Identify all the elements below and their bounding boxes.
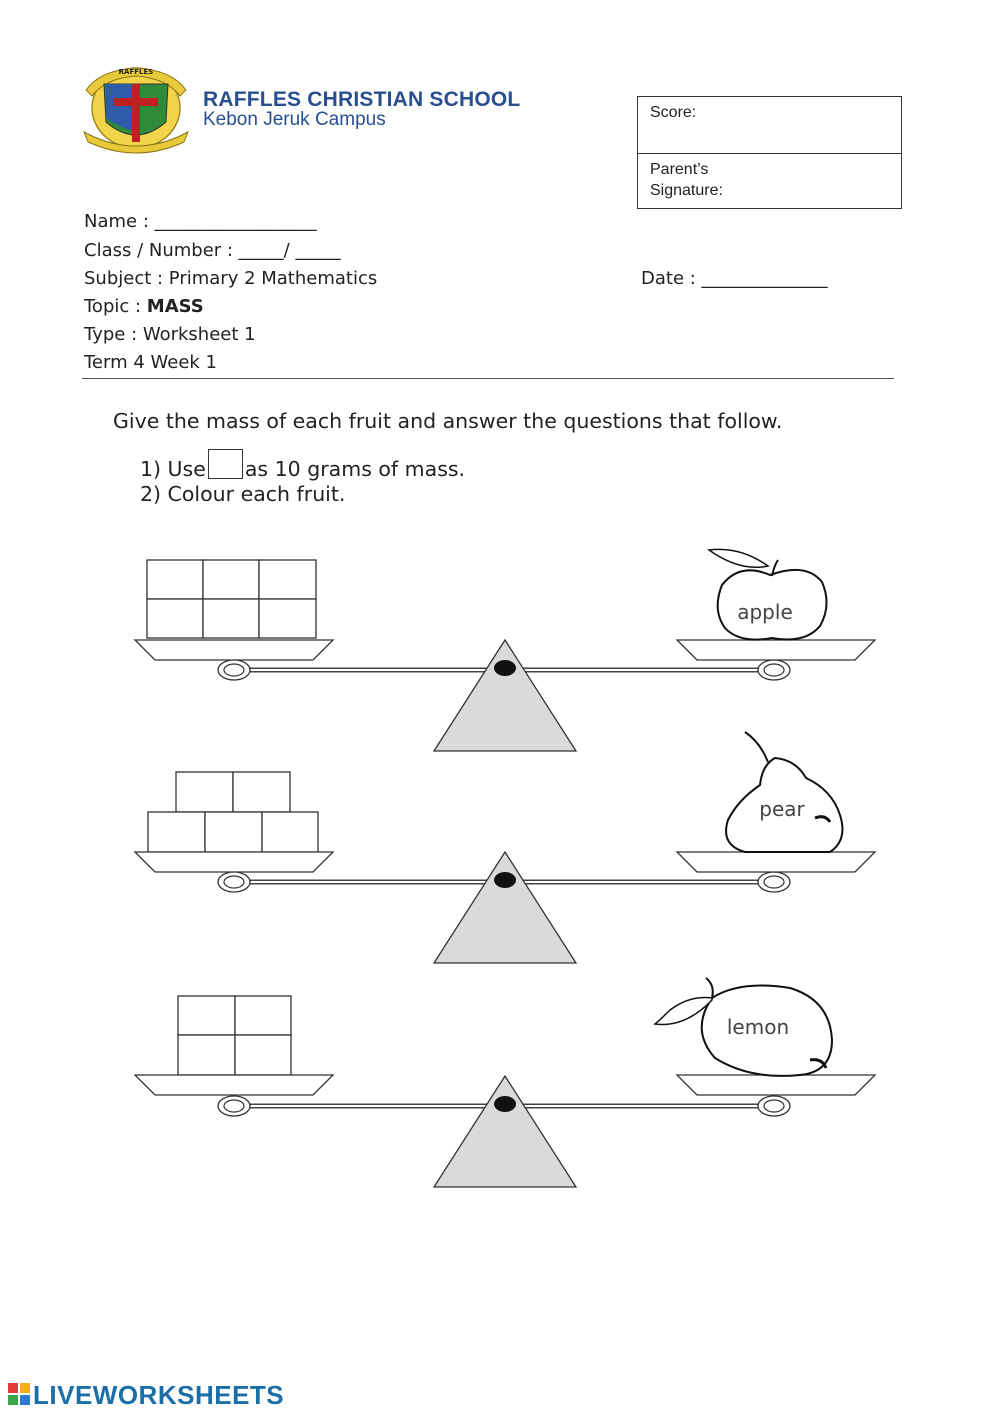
step-1-prefix: 1) Use [140, 457, 206, 481]
fulcrum-3 [434, 1076, 576, 1187]
fulcrum-2 [434, 852, 576, 963]
right-pan-2 [677, 852, 875, 872]
score-field[interactable]: Score: [638, 97, 901, 154]
liveworksheets-brand[interactable]: LIVEWORKSHEETS [33, 1380, 285, 1410]
subject-line: Subject : Primary 2 Mathematics [84, 268, 378, 289]
right-pan-3 [677, 1075, 875, 1095]
pear-icon [726, 732, 842, 852]
right-pan-1 [677, 640, 875, 660]
fruit-label-3: lemon [726, 1015, 790, 1039]
term-line: Term 4 Week 1 [84, 352, 218, 373]
balance-scale-3 [135, 978, 875, 1187]
main-instruction: Give the mass of each fruit and answer the questions that follow. [113, 409, 783, 433]
parent-signature-field[interactable]: Parent’s Signature: [650, 161, 723, 199]
fulcrum-1 [434, 640, 576, 751]
school-name: RAFFLES CHRISTIAN SCHOOL [203, 88, 521, 111]
unit-blocks-1 [147, 560, 316, 638]
class-number-line: Class / Number : _____/ _____ [84, 240, 341, 261]
type-line: Type : Worksheet 1 [84, 324, 256, 345]
crest-logo-text: RAFFLES [118, 68, 154, 76]
liveworksheets-logo-icon [8, 1383, 30, 1409]
fruit-label-2: pear [759, 797, 805, 821]
topic-value: MASS [146, 296, 204, 317]
left-pan-1 [135, 640, 333, 660]
fruit-label-1: apple [737, 600, 793, 624]
date-line: Date : ______________ [641, 268, 828, 289]
step-2: 2) Colour each fruit. [140, 482, 346, 506]
apple-icon [709, 549, 827, 639]
name-line: Name : __________________ [84, 211, 317, 232]
unit-blocks-3 [178, 996, 291, 1075]
balance-scale-1 [135, 549, 875, 751]
topic-label: Topic : [84, 296, 147, 317]
step-1-suffix: as 10 grams of mass. [244, 457, 466, 481]
left-pan-2 [135, 852, 333, 872]
balance-scale-2 [135, 732, 875, 963]
school-campus: Kebon Jeruk Campus [203, 109, 386, 130]
left-pan-3 [135, 1075, 333, 1095]
unit-blocks-2 [148, 772, 318, 852]
